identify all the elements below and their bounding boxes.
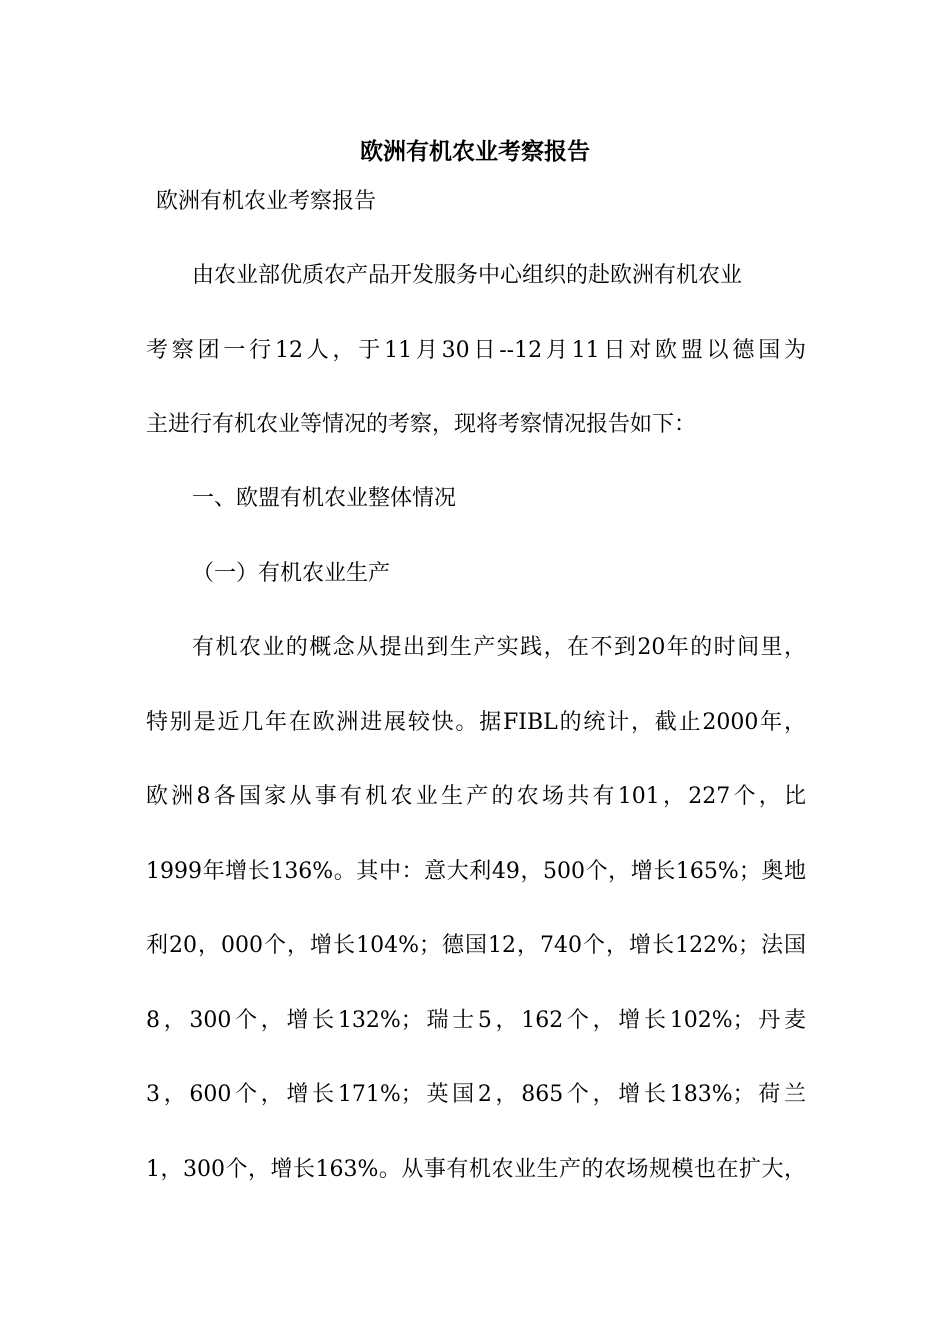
paragraph-line: 3，600个，增长171%；英国2，865个，增长183%；荷兰 [146, 1082, 806, 1107]
paragraph-line: 由农业部优质农产品开发服务中心组织的赴欧洲有机农业 [192, 263, 743, 288]
paragraph-line: 有机农业的概念从提出到生产实践，在不到20年的时间里， [192, 635, 806, 660]
document-title: 欧洲有机农业考察报告 [360, 138, 590, 165]
paragraph-line: 主进行有机农业等情况的考察，现将考察情况报告如下： [146, 412, 697, 437]
section-heading: 一、欧盟有机农业整体情况 [192, 486, 457, 511]
paragraph-line: 8，300个，增长132%；瑞士5，162个，增长102%；丹麦 [146, 1008, 806, 1033]
paragraph-line: 利20，000个，增长104%；德国12，740个，增长122%；法国 [146, 933, 806, 958]
paragraph-line: 1999年增长136%。其中：意大利49，500个，增长165%；奥地 [146, 859, 806, 884]
paragraph-line: 特别是近几年在欧洲进展较快。据FIBL的统计，截止2000年， [146, 710, 806, 735]
paragraph-line: 1，300个，增长163%。从事有机农业生产的农场规模也在扩大， [146, 1157, 806, 1182]
document-subtitle: 欧洲有机农业考察报告 [156, 189, 377, 214]
subsection-heading: （一）有机农业生产 [192, 561, 391, 586]
paragraph-line: 欧洲8各国家从事有机农业生产的农场共有101，227个，比 [146, 784, 806, 809]
paragraph-line: 考察团一行12人，于11月30日--12月11日对欧盟以德国为 [146, 338, 806, 363]
